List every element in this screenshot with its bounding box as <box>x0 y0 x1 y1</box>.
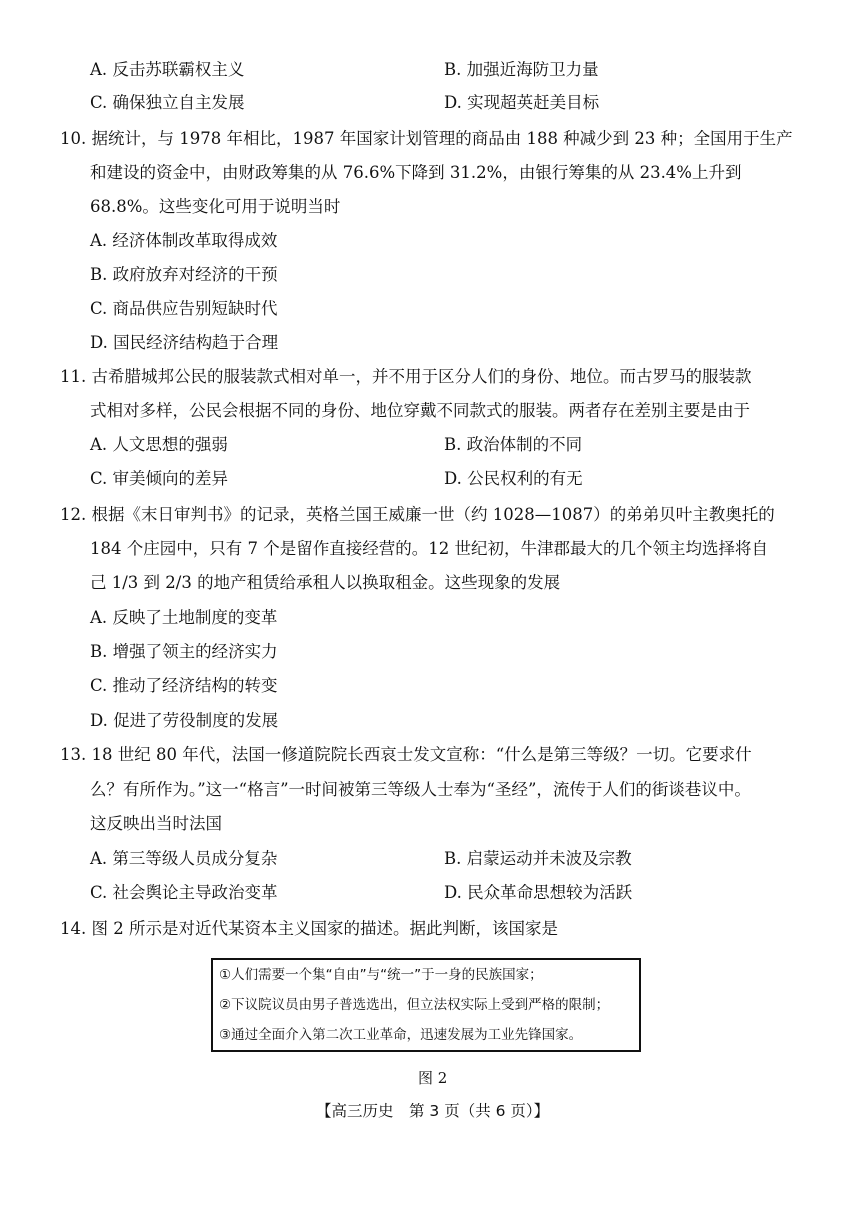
q10-option-c: C. 商品供应告别短缺时代 <box>90 299 278 318</box>
q13-option-b: B. 启蒙运动并未波及宗教 <box>444 849 632 868</box>
q9-option-a: A. 反击苏联霸权主义 <box>90 60 245 79</box>
q11-option-c: C. 审美倾向的差异 <box>90 469 229 488</box>
q11-option-a: A. 人文思想的强弱 <box>90 435 228 454</box>
q12-option-c: C. 推动了经济结构的转变 <box>90 676 278 695</box>
figure-caption: 图 2 <box>418 1069 448 1087</box>
figure-2-box <box>211 958 641 1052</box>
q13-option-c: C. 社会舆论主导政治变革 <box>90 883 278 902</box>
q12-stem-line-3: 己 1/3 到 2/3 的地产租赁给承租人以换取租金。这些现象的发展 <box>90 573 561 592</box>
q12-option-b: B. 增强了领主的经济实力 <box>90 642 278 661</box>
q13-stem-line-2: 么？有所作为。”这一“格言”一时间被第三等级人士奉为“圣经”，流传于人们的街谈巷议中。 <box>90 780 751 799</box>
q12-option-a: A. 反映了土地制度的变革 <box>90 608 278 627</box>
q10-stem-line-3: 68.8%。这些变化可用于说明当时 <box>90 197 341 216</box>
figure-line-1: ①人们需要一个集“自由”与“统一”于一身的民族国家； <box>219 967 543 983</box>
q11-stem-line-1: 11. 古希腊城邦公民的服装款式相对单一，并不用于区分人们的身份、地位。而古罗马的服装款 <box>60 367 752 386</box>
figure-line-2: ②下议院议员由男子普选选出，但立法权实际上受到严格的限制； <box>219 997 610 1013</box>
page-footer: 【高三历史 第 3 页（共 6 页）】 <box>316 1102 550 1120</box>
q13-option-d: D. 民众革命思想较为活跃 <box>444 883 633 902</box>
q10-option-d: D. 国民经济结构趋于合理 <box>90 333 279 352</box>
q12-stem-line-2: 184 个庄园中，只有 7 个是留作直接经营的。12 世纪初，牛津郡最大的几个领主均选择将自 <box>90 539 768 558</box>
q10-option-a: A. 经济体制改革取得成效 <box>90 231 278 250</box>
q13-stem-line-1: 13. 18 世纪 80 年代，法国一修道院院长西哀士发文宣称：“什么是第三等级？一切。它要求什 <box>60 745 752 764</box>
q13-option-a: A. 第三等级人员成分复杂 <box>90 849 278 868</box>
q11-option-d: D. 公民权利的有无 <box>444 469 583 488</box>
q9-option-d: D. 实现超英赶美目标 <box>444 93 600 112</box>
q9-option-b: B. 加强近海防卫力量 <box>444 60 599 79</box>
q13-stem-line-3: 这反映出当时法国 <box>90 814 222 833</box>
q10-option-b: B. 政府放弃对经济的干预 <box>90 265 278 284</box>
q10-stem-line-1: 10. 据统计，与 1978 年相比，1987 年国家计划管理的商品由 188 种减少到 23 种；全国用于生产 <box>60 129 793 148</box>
q12-option-d: D. 促进了劳役制度的发展 <box>90 711 279 730</box>
q9-option-c: C. 确保独立自主发展 <box>90 93 245 112</box>
q11-option-b: B. 政治体制的不同 <box>444 435 583 454</box>
q12-stem-line-1: 12. 根据《末日审判书》的记录，英格兰国王威廉一世（约 1028—1087）的弟弟贝叶主教奥托的 <box>60 505 775 524</box>
figure-line-3: ③通过全面介入第二次工业革命，迅速发展为工业先锋国家。 <box>219 1027 583 1043</box>
q10-stem-line-2: 和建设的资金中，由财政筹集的从 76.6%下降到 31.2%，由银行筹集的从 23.4%上升到 <box>90 163 742 182</box>
q14-stem: 14. 图 2 所示是对近代某资本主义国家的描述。据此判断，该国家是 <box>60 919 558 938</box>
q11-stem-line-2: 式相对多样，公民会根据不同的身份、地位穿戴不同款式的服装。两者存在差别主要是由于 <box>90 401 750 420</box>
